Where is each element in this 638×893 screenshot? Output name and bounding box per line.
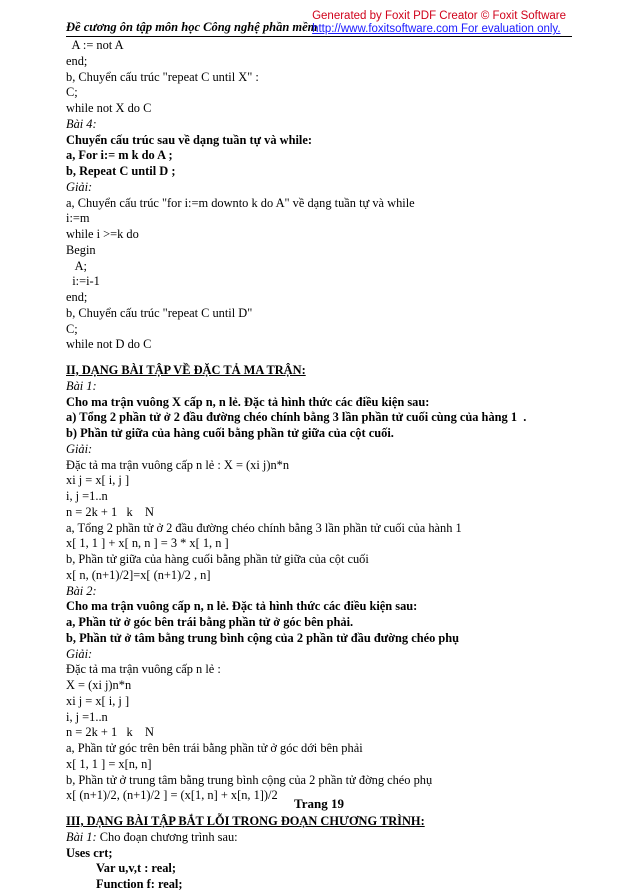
text-line: Cho ma trận vuông cấp n, n lẻ. Đặc tả hình thức các điều kiện sau: [66, 599, 418, 614]
text-line: xi j = x[ i, j ] [66, 473, 130, 488]
text-line [66, 830, 586, 846]
text-line: Đặc tả ma trận vuông cấp n lẻ : [66, 662, 221, 677]
text-line: a, Tổng 2 phần tử ở 2 đầu đường chéo chính bằng 3 lần phần tử cuối của hành 1 [66, 520, 462, 535]
document-header-title: Đề cương ôn tập môn học Công nghệ phần mềm [66, 20, 318, 34]
text-line: end; [66, 53, 88, 68]
header-rule [66, 36, 572, 37]
text-line: X = (xi j)n*n [66, 678, 132, 692]
text-line: n = 2k + 1 k N [66, 725, 154, 740]
text-line: Uses crt; [66, 845, 113, 860]
text-line: Giải: [66, 441, 93, 456]
text-line: Function f: real; [96, 877, 183, 891]
text-line: a, Chuyển cấu trúc "for i:=m downto k do A" về dạng tuần tự và while [66, 195, 415, 210]
text-line: a) Tổng 2 phần tử ở 2 đầu đường chéo chính bằng 3 lần phần tử cuối cùng của hàng 1 . [66, 410, 527, 425]
text-line: C; [66, 321, 78, 336]
text-line: b, Repeat C until D ; [66, 164, 176, 178]
text-line: Bài 1: [66, 378, 97, 393]
text-line: x[ (n+1)/2, (n+1)/2 ] = (x[1, n] + x[n, 1])/2 [66, 788, 278, 803]
foxit-watermark [312, 10, 566, 36]
text-line: C; [66, 85, 78, 100]
text-line: a, Phần tử góc trên bên trái bằng phần tử ở góc dới bên phải [66, 741, 363, 755]
text-line: end; [66, 290, 88, 304]
text-line: b) Phần tử giữa của hàng cuối bằng phần tử giữa của cột cuối. [66, 426, 394, 440]
text-line: b, Chuyển cấu trúc "repeat C until X" : [66, 69, 259, 84]
text-line: x[ 1, 1 ] = x[n, n] [66, 756, 152, 771]
text-line: III, DẠNG BÀI TẬP BẮT LỖI TRONG ĐOẠN CHƯƠNG TRÌNH: [66, 814, 425, 828]
text-line: i, j =1..n [66, 709, 108, 724]
text-line: b, Phần tử giữa của hàng cuối bằng phần tử giữa của cột cuối [66, 552, 369, 566]
text-line: II, DẠNG BÀI TẬP VỀ ĐẶC TẢ MA TRẬN: [66, 363, 306, 377]
text-line: Giải: [66, 646, 93, 661]
text-line: Bài 4: [66, 116, 97, 131]
foxit-line-2[interactable]: http://www.foxitsoftware.com For evaluation only. [312, 23, 561, 35]
text-line: n = 2k + 1 k N [66, 504, 154, 519]
text-line: Giải: [66, 179, 93, 194]
text-line: Bài 2: [66, 583, 97, 598]
text-line: x[ 1, 1 ] + x[ n, n ] = 3 * x[ 1, n ] [66, 536, 229, 551]
foxit-line-1: Generated by Foxit PDF Creator © Foxit Software [312, 10, 566, 22]
text-line: xi j = x[ i, j ] [66, 693, 130, 708]
text-line: Begin [66, 242, 96, 257]
text-line: Cho ma trận vuông X cấp n, n lẻ. Đặc tả hình thức các điều kiện sau: [66, 394, 430, 409]
exercise-text: Cho đoạn chương trình sau: [96, 829, 238, 844]
text-line: i, j =1..n [66, 489, 108, 503]
text-line: while not D do C [66, 337, 152, 352]
text-line: i:=m [66, 211, 90, 226]
text-line: b, Chuyển cấu trúc "repeat C until D" [66, 305, 253, 320]
text-line: Đặc tả ma trận vuông cấp n lẻ : X = (xi j)n*n [66, 457, 290, 472]
text-line: a, Phần tử ở góc bên trái bằng phần tử ở góc bên phải. [66, 615, 354, 629]
text-line: while i >=k do [66, 227, 139, 241]
text-line: a, For i:= m k do A ; [66, 148, 173, 163]
document-body [66, 38, 586, 893]
text-line: x[ n, (n+1)/2]=x[ (n+1)/2 , n] [66, 567, 211, 582]
exercise-label: Bài 1: [66, 829, 97, 844]
text-line: Chuyển cấu trúc sau về dạng tuần tự và while: [66, 132, 312, 147]
text-line: i:=i-1 [66, 274, 100, 289]
page-number: Trang 19 [294, 796, 344, 811]
spacer [66, 353, 586, 363]
text-line: A; [66, 258, 87, 273]
text-line: while not X do C [66, 101, 152, 115]
text-line: A := not A [66, 38, 124, 52]
text-line: b, Phần tử ở trung tâm bằng trung bình cộng của 2 phần tử đờng chéo phụ [66, 772, 433, 787]
text-line: Var u,v,t : real; [96, 861, 176, 876]
text-line: b, Phần tử ở tâm bằng trung bình cộng của 2 phần tử đầu đường chéo phụ [66, 630, 460, 645]
